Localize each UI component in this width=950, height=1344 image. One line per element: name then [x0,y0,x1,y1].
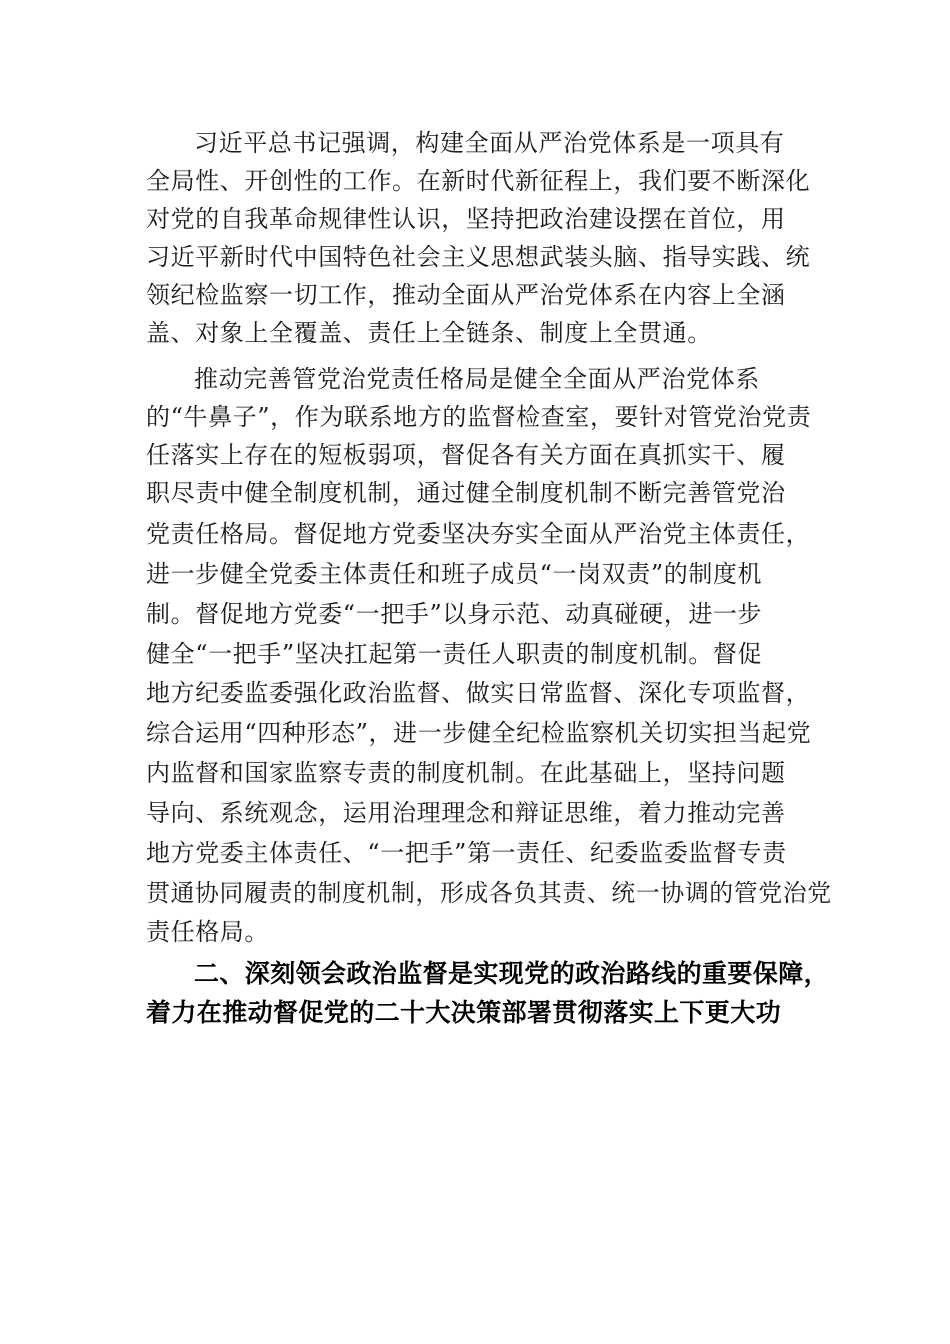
section-heading-line-2: 着力在推动督促党的二十大决策部署贯彻落实上下更大功 [146,998,782,1027]
paragraph-2-line-3: 任落实上存在的短板弱项，督促各有关方面在真抓实干、履 [146,441,786,469]
paragraph-1-line-2: 全局性、开创性的工作。在新时代新征程上，我们要不断深化 [146,167,811,195]
paragraph-2-line-1: 推动完善管党治党责任格局是健全全面从严治党体系 [194,365,760,393]
paragraph-2-line-4: 职尽责中健全制度机制，通过健全制度机制不断完善管党治 [146,479,786,507]
paragraph-2-line-14: 贯通协同履责的制度机制，形成各负其责、统一协调的管党治党 [146,879,832,907]
paragraph-2-line-10: 综合运用“四种形态”，进一步健全纪检监察机关切实担当起党 [146,719,812,747]
paragraph-2-line-2: 的“牛鼻子”，作为联系地方的监督检查室，要针对管党治党责 [146,403,812,431]
paragraph-1-line-1: 习近平总书记强调，构建全面从严治党体系是一项具有 [194,129,785,157]
paragraph-2-line-9: 地方纪委监委强化政治监督、做实日常监督、深化专项监督， [146,679,811,707]
paragraph-2-line-15: 责任格局。 [146,918,269,946]
paragraph-1-line-3: 对党的自我革命规律性认识，坚持把政治建设摆在首位，用 [146,205,786,233]
paragraph-2-line-13: 地方党委主体责任、“一把手”第一责任、纪委监委监督专责 [146,839,787,867]
paragraph-2-line-12: 导向、系统观念，运用治理理念和辩证思维，着力推动完善 [146,799,786,827]
paragraph-2-line-11: 内监督和国家监察专责的制度机制。在此基础上，坚持问题 [146,759,786,787]
paragraph-1-line-4: 习近平新时代中国特色社会主义思想武装头脑、指导实践、统 [146,243,811,271]
section-heading-line-1: 二、深刻领会政治监督是实现党的政治路线的重要保障， [194,959,830,988]
paragraph-2-line-6: 进一步健全党委主体责任和班子成员“一岗双责”的制度机 [146,560,763,588]
paragraph-2-line-7: 制。督促地方党委“一把手”以身示范、动真碰硬，进一步 [146,600,763,628]
paragraph-1-line-5: 领纪检监察一切工作，推动全面从严治党体系在内容上全涵 [146,281,786,309]
paragraph-2-line-5: 党责任格局。督促地方党委坚决夯实全面从严治党主体责任， [146,520,811,548]
paragraph-1-line-6: 盖、对象上全覆盖、责任上全链条、制度上全贯通。 [146,319,712,347]
paragraph-2-line-8: 健全“一把手”坚决扛起第一责任人职责的制度机制。督促 [146,640,763,668]
